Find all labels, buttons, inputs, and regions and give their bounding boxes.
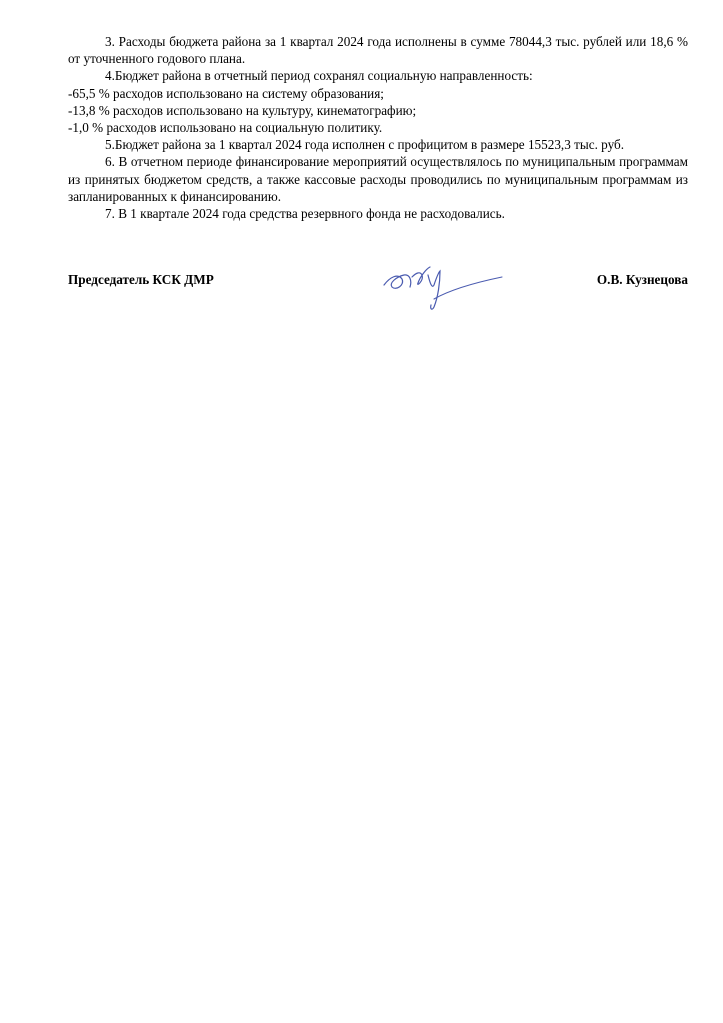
paragraph-4: 4.Бюджет района в отчетный период сохранял социальную направленность: bbox=[105, 68, 533, 84]
document-body bbox=[68, 33, 688, 222]
paragraph-3: 3. Расходы бюджета района за 1 квартал 2024 года исполнены в сумме 78044,3 тыс. рублей или 18,6 % от уточненного годового плана. bbox=[68, 34, 688, 67]
paragraph-5: 5.Бюджет района за 1 квартал 2024 года исполнен с профицитом в размере 15523,3 тыс. руб. bbox=[105, 137, 625, 153]
signer-position: Председатель КСК ДМР bbox=[68, 272, 214, 287]
signer-name: О.В. Кузнецова bbox=[596, 272, 688, 287]
paragraph-6: 6. В отчетном периоде финансирование мероприятий осуществлялось по муниципальным программам из принятых бюджетом средств, а также кассовые расходы проводились по муниципальным программам из запланированных к финансированию. bbox=[68, 154, 688, 204]
list-item-culture: -13,8 % расходов использовано на культуру, кинематографию; bbox=[68, 102, 417, 118]
list-item-education: -65,5 % расходов использовано на систему образования; bbox=[68, 85, 384, 101]
paragraph-7: 7. В 1 квартале 2024 года средства резервного фонда не расходовались. bbox=[105, 206, 505, 222]
handwritten-signature bbox=[378, 255, 508, 313]
signature-block bbox=[68, 255, 688, 315]
list-item-social-policy: -1,0 % расходов использовано на социальную политику. bbox=[68, 120, 383, 136]
